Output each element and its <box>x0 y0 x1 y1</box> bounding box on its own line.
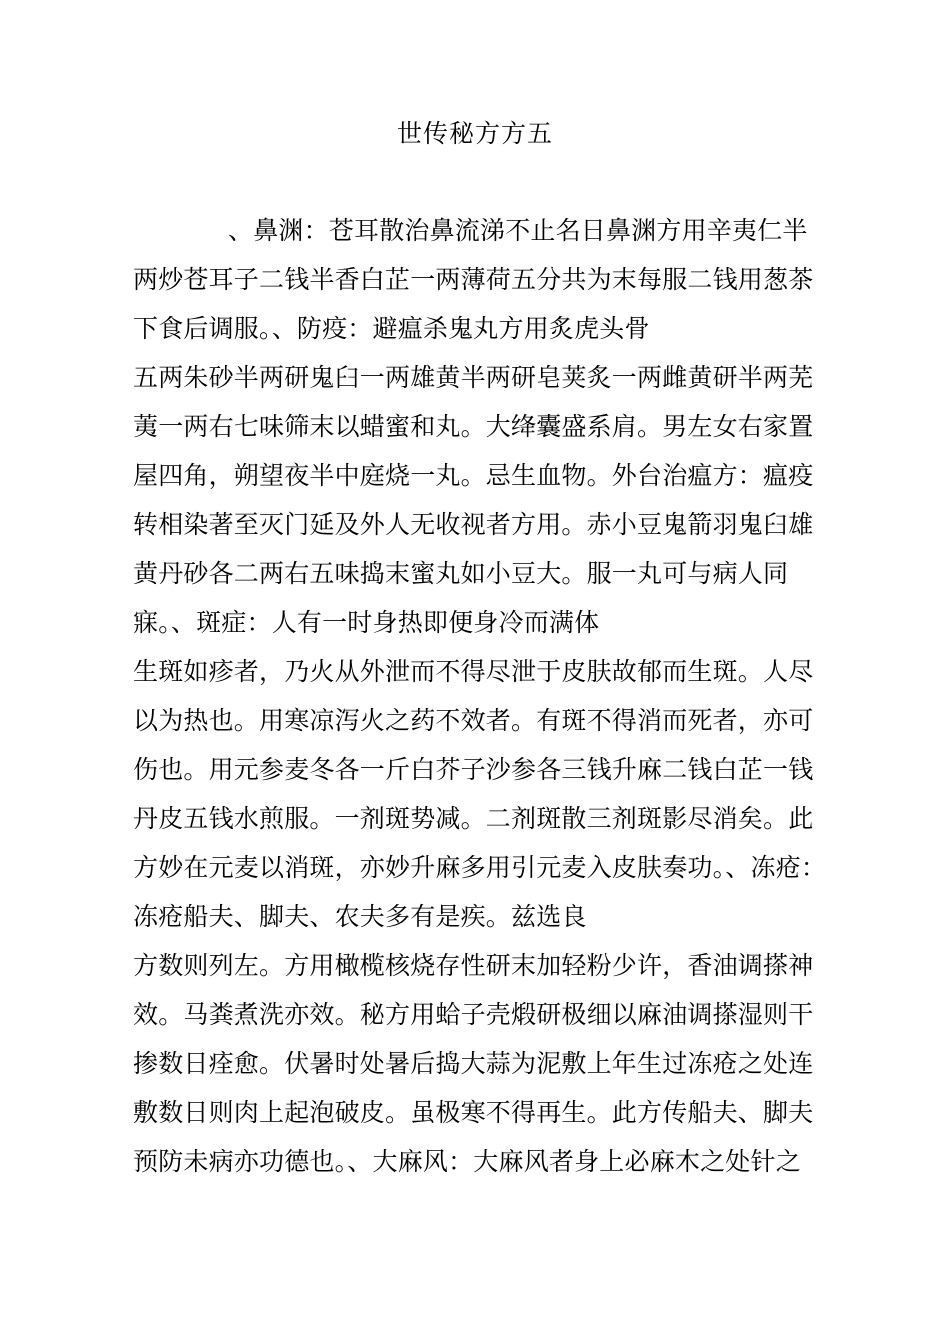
text-line: 生斑如疹者，乃火从外泄而不得尽泄于皮肤故郁而生斑。人尽 <box>133 657 814 686</box>
text-line: 敷数日则肉上起泡破皮。虽极寒不得再生。此方传船夫、脚夫 <box>133 1098 814 1127</box>
text-line: 丹皮五钱水煎服。一剂斑势减。二剂斑散三剂斑影尽消矣。此 <box>133 804 814 833</box>
text-line: 黄丹砂各二两右五味捣末蜜丸如小豆大。服一丸可与病人同 <box>133 559 789 588</box>
text-line: 寐。、斑症：人有一时身热即便身冷而满体 <box>133 608 600 637</box>
text-line: 方数则列左。方用橄榄核烧存性研末加轻粉少许，香油调搽神 <box>133 951 814 980</box>
text-line: 两炒苍耳子二钱半香白芷一两薄荷五分共为末每服二钱用葱茶 <box>133 265 814 294</box>
text-line: 五两朱砂半两研鬼臼一两雄黄半两研皂荚炙一两雌黄研半两芜 <box>133 363 814 392</box>
text-line: 下食后调服。、防疫：避瘟杀鬼丸方用炙虎头骨 <box>133 314 650 343</box>
text-line: 荑一两右七味筛末以蜡蜜和丸。大绛囊盛系肩。男左女右家置 <box>133 412 814 441</box>
page-title: 世传秘方方五 <box>396 119 553 148</box>
text-line: 掺数日痊愈。伏暑时处暑后捣大蒜为泥敷上年生过冻疮之处连 <box>133 1049 814 1078</box>
text-line: 效。马粪煮洗亦效。秘方用蛤子壳煅研极细以麻油调搽湿则干 <box>133 1000 814 1029</box>
text-line: 屋四角，朔望夜半中庭烧一丸。忌生血物。外台治瘟方：瘟疫 <box>133 461 814 490</box>
text-line: 伤也。用元参麦冬各一斤白芥子沙参各三钱升麻二钱白芷一钱 <box>133 755 814 784</box>
text-line: 冻疮船夫、脚夫、农夫多有是疾。兹选良 <box>133 902 587 931</box>
text-line: 预防未病亦功德也。、大麻风：大麻风者身上必麻木之处针之 <box>133 1147 801 1176</box>
text-line: 、鼻渊：苍耳散治鼻流涕不止名日鼻渊方用辛夷仁半 <box>228 216 808 245</box>
text-line: 以为热也。用寒凉泻火之药不效者。有斑不得消而死者，亦可 <box>133 706 814 735</box>
text-line: 转相染著至灭门延及外人无收视者方用。赤小豆鬼箭羽鬼臼雄 <box>133 510 814 539</box>
text-line: 方妙在元麦以消斑，亦妙升麻多用引元麦入皮肤奏功。、冻疮： <box>133 853 827 882</box>
